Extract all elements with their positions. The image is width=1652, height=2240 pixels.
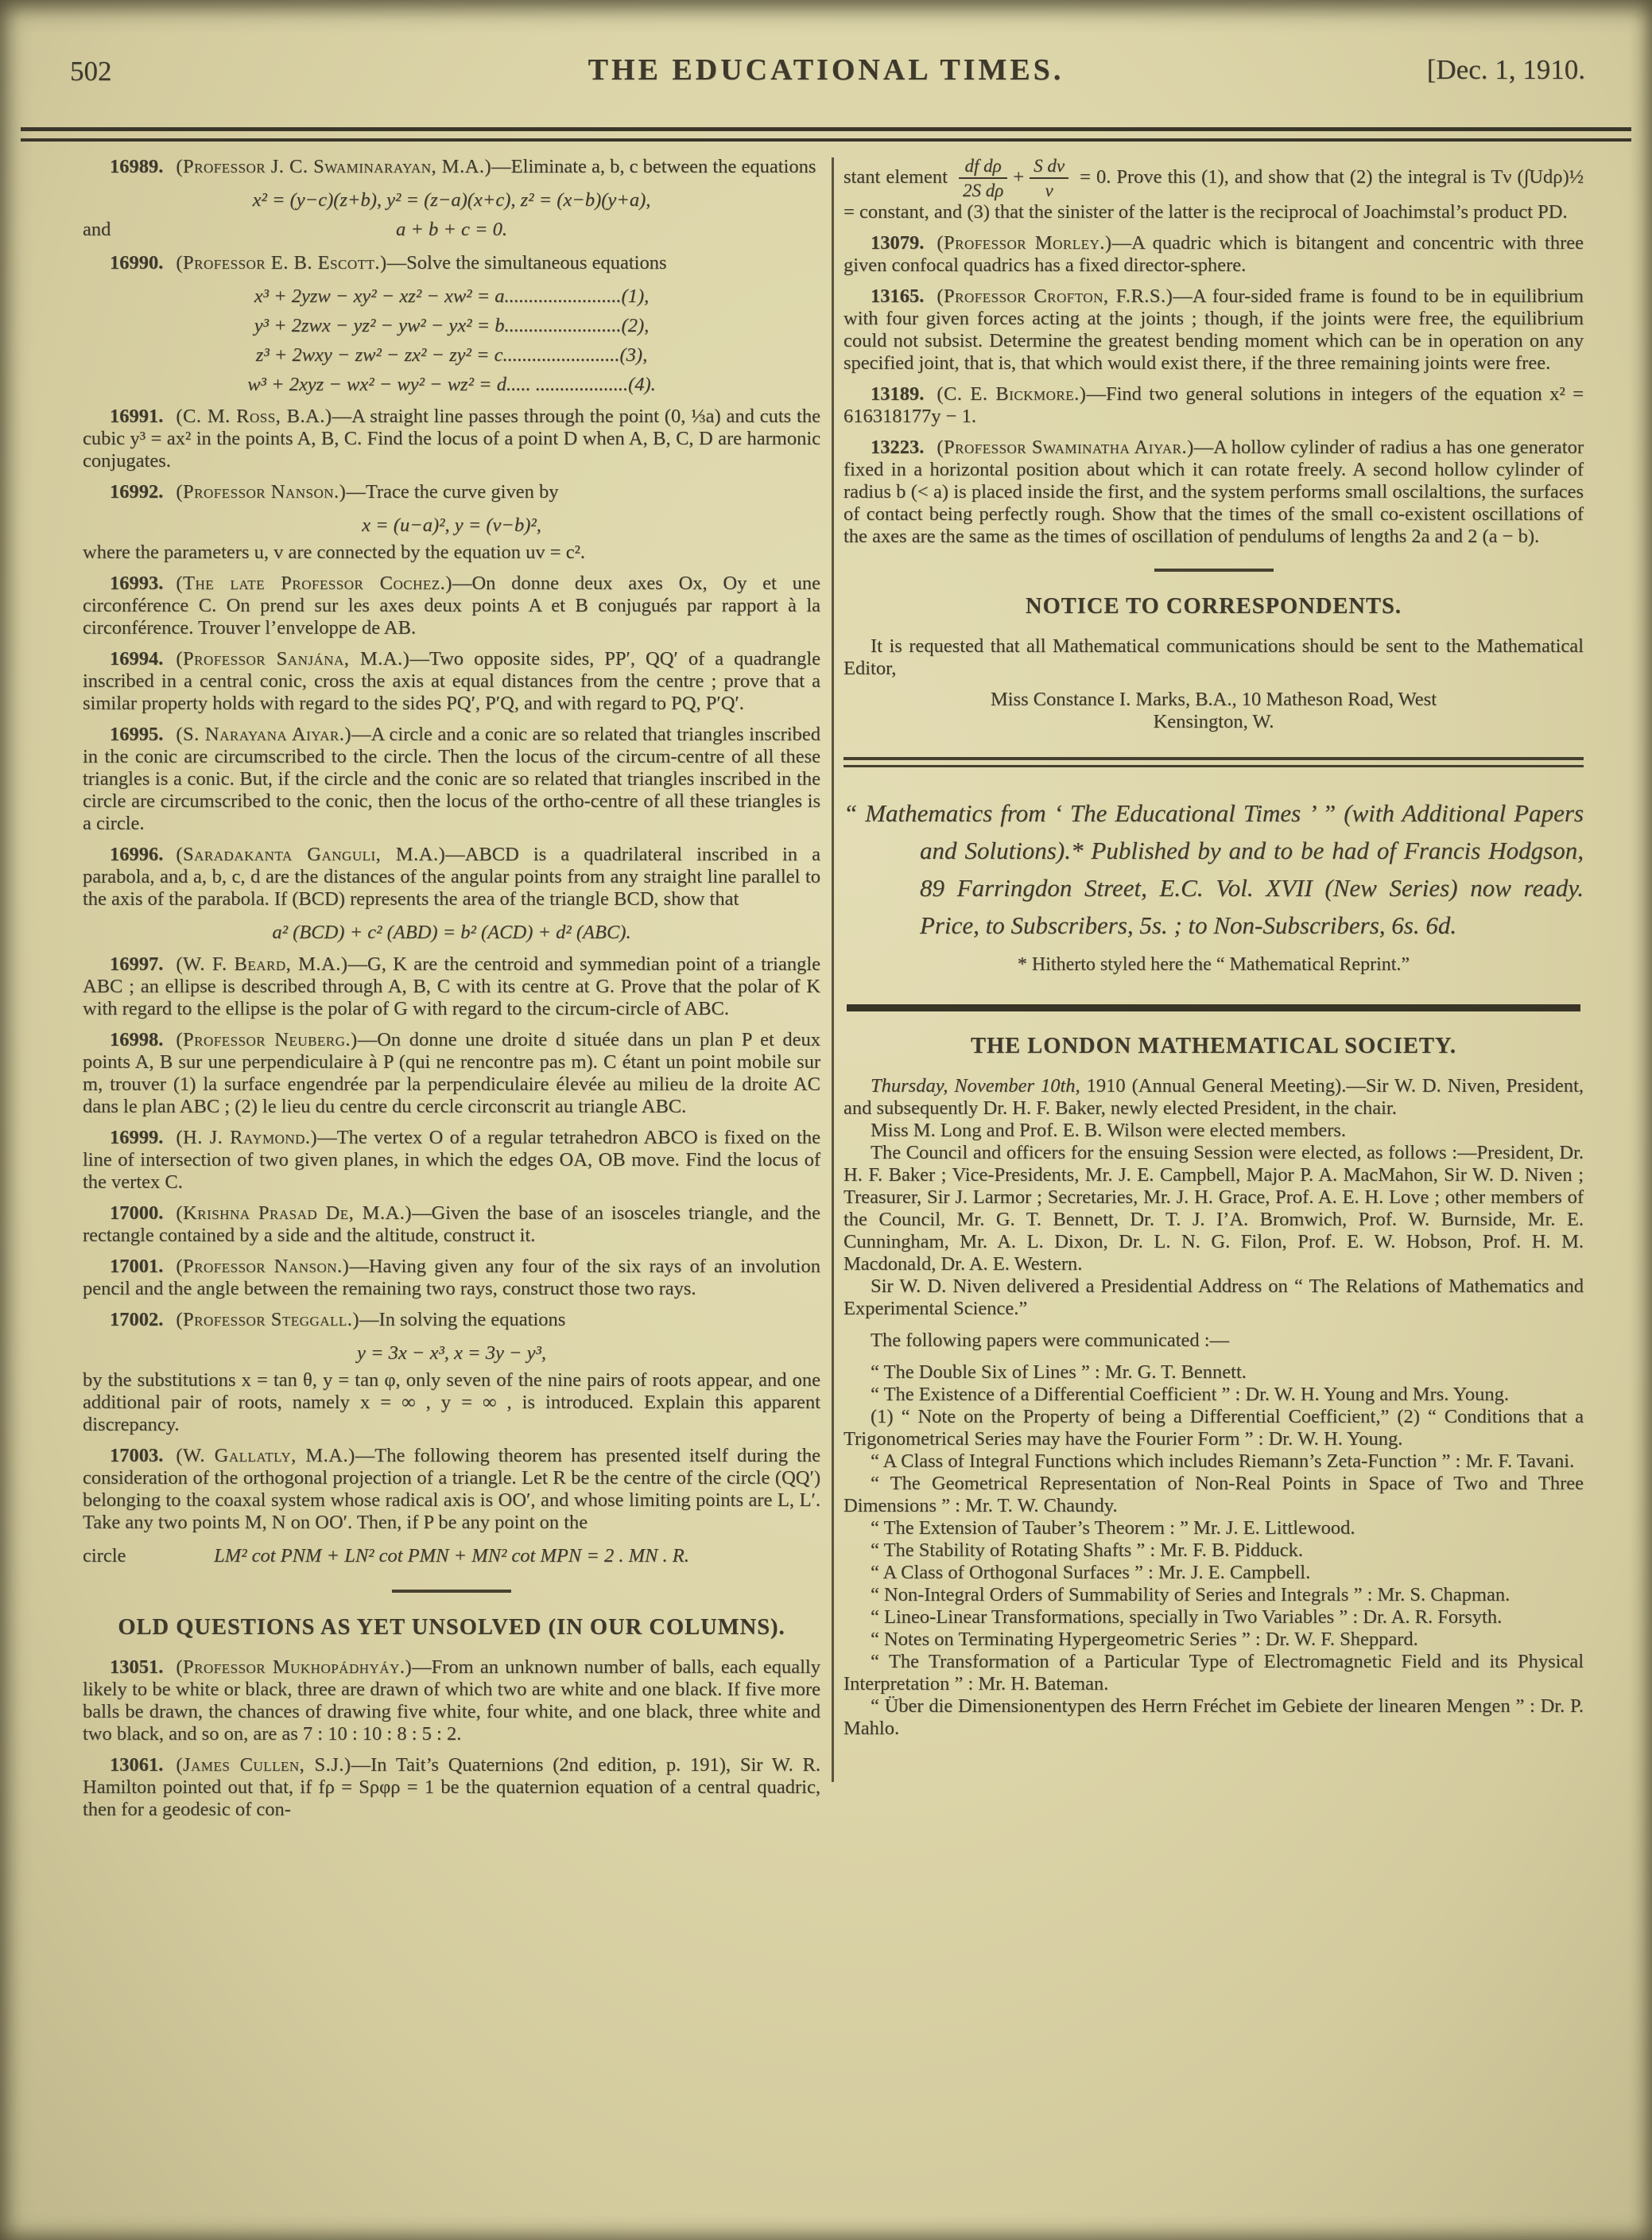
fraction-numerator: df dρ bbox=[959, 156, 1007, 179]
section-divider-rule bbox=[1154, 569, 1274, 572]
two-column-body bbox=[0, 142, 1652, 1830]
problem-text: —A quadric which is bitangent and concentric with three given confocal quadrics has a fixed director-sphere. bbox=[843, 231, 1584, 276]
lms-paper-item: “ The Geometrical Representation of Non-Real Points in Space of Two and Three Dimensions ” : Mr. T. W. Chaundy. bbox=[843, 1472, 1584, 1516]
problem-16992 bbox=[83, 481, 820, 503]
problem-author: (W. Gallatly, M.A.) bbox=[176, 1445, 355, 1466]
lms-paper-item: “ The Extension of Tauber’s Theorem : ” Mr. J. E. Littlewood. bbox=[871, 1516, 1355, 1539]
problem-text: —Given the base of an isosceles triangle, and the rectangle contained by a side and the altitude, construct it. bbox=[83, 1202, 820, 1246]
equation: x² = (y−c)(z+b), y² = (z−a)(x+c), z² = (x−b)(y+a), bbox=[252, 189, 651, 211]
problem-13051 bbox=[83, 1656, 820, 1745]
problem-number: 16997. bbox=[110, 953, 164, 975]
lms-paragraph-meeting bbox=[843, 1075, 1584, 1120]
problem-13223 bbox=[843, 437, 1584, 548]
equation-row bbox=[83, 216, 820, 243]
lms-paper-item: “ A Class of Integral Functions which includes Riemann’s Zeta-Function ” : Mr. F. Tavani. bbox=[871, 1450, 1575, 1472]
problem-number: 17000. bbox=[110, 1202, 164, 1224]
header-rule bbox=[21, 127, 1631, 142]
problem-16990 bbox=[83, 252, 820, 274]
equation-row bbox=[83, 1543, 820, 1569]
equation: x³ + 2yzw − xy² − xz² − xw² = a........................(1), bbox=[254, 285, 650, 307]
problem-text: —Eliminate a, b, c between the equations bbox=[491, 156, 816, 177]
equation-label: and bbox=[83, 219, 111, 240]
problem-number: 16994. bbox=[110, 648, 164, 670]
problem-16991 bbox=[83, 406, 820, 472]
problem-number: 13079. bbox=[871, 231, 925, 254]
problem-17002-continuation: by the substitutions x = tan θ, y = tan φ, only seven of the nine pairs of roots appear, and one additional pair of roots, namely x = ∞ , y = ∞ , is introduced. Explain this apparent discrepancy. bbox=[83, 1369, 820, 1435]
problem-author: (W. F. Beard, M.A.) bbox=[176, 953, 348, 975]
right-column bbox=[843, 156, 1584, 1830]
problem-text: —On donne une droite d située dans un plan P et deux points A, B sur une perpendiculaire à P (qui ne rencontre pas m). C étant un point mobile sur m, trouver (1) la surface engendrée par la perpendiculaire élevée au milieu de la droite AC dans le plan ABC ; (2) le lieu du centre du cercle circonscrit au triangle ABC. bbox=[83, 1029, 820, 1117]
problem-13189 bbox=[843, 383, 1584, 428]
problem-number: 13165. bbox=[871, 285, 925, 307]
page-number: 502 bbox=[70, 56, 112, 87]
problem-number: 16993. bbox=[110, 573, 164, 594]
problem-text: —Find two general solutions in integers of the equation x² = 616318177y − 1. bbox=[843, 382, 1584, 427]
problem-text: —Having given any four of the six rays of an involution pencil and the angle between the remaining two rays, construct those two rays. bbox=[83, 1256, 820, 1299]
problem-number: 16992. bbox=[110, 481, 164, 503]
equation: y³ + 2zwx − yz² − yw² − yx² = b........................(2), bbox=[254, 315, 650, 336]
problem-text: —A hollow cylinder of radius a has one generator fixed in a horizontal position about which it can rotate freely. A second hollow cylinder of radius b (< a) is placed inside the first, and the system performs small oscilaltions, the surfaces of contact being perfectly rough. Show that the times of the small co-existent oscillations of the axes are the same as the times of oscillation of pendulums of lengths 2a and 2 (a − b). bbox=[843, 436, 1584, 547]
problem-text: —G, K are the centroid and symmedian point of a triangle ABC ; an ellipse is described through A, B, C with its centre at G. Prove that the polar of K with regard to the ellipse is the polar of G with regard to the circum-circle of ABC. bbox=[83, 953, 821, 1019]
section-divider-rule bbox=[392, 1590, 511, 1593]
notice-heading: NOTICE TO CORRESPONDENTS. bbox=[1026, 593, 1402, 619]
fraction bbox=[959, 156, 1007, 201]
lms-paper-item: “ A Class of Orthogonal Surfaces ” : Mr. J. E. Campbell. bbox=[871, 1561, 1311, 1583]
problem-author: (Saradakanta Ganguli, M.A.) bbox=[176, 844, 446, 865]
problem-number: 17003. bbox=[110, 1445, 164, 1466]
lms-paper-item: “ The Existence of a Differential Coefficient ” : Dr. W. H. Young and Mrs. Young. bbox=[871, 1383, 1509, 1405]
problem-author: (Krishna Prasad De, M.A.) bbox=[176, 1202, 413, 1224]
lms-paragraph: Sir W. D. Niven delivered a Presidential Address on “ The Relations of Mathematics and Experimental Science.” bbox=[843, 1275, 1584, 1319]
problem-text: —In solving the equations bbox=[359, 1309, 566, 1330]
lms-paragraph: The Council and officers for the ensuing Session were elected, as follows :—President, Dr. H. F. Baker ; Vice-Presidents, Mr. J. E. Campbell, Major P. A. MacMahon, Sir W. D. Niven ; Treasurer, Sir J. Larmor ; Secretaries, Mr. J. H. Grace, Prof. A. E. H. Love ; other members of the Council, Mr. G. T. Bennett, Dr. T. J. I’A. Bromwich, Prof. W. Burnside, Mr. E. Cunningham, Mr. A. L. Dixon, Dr. L. N. G. Filon, Prof. E. W. Hobson, Prof. H. M. Macdonald, Dr. A. E. Western. bbox=[843, 1141, 1584, 1275]
problem-text: —A straight line passes through the point (0, ⅓a) and cuts the cubic y³ = ax² in the points A, B, C. Find the locus of a point D when A, B, C, D are harmonic conjugates. bbox=[83, 406, 820, 472]
problem-17000 bbox=[83, 1202, 820, 1247]
problem-text: —Trace the curve given by bbox=[346, 481, 559, 503]
problem-number: 17001. bbox=[110, 1256, 164, 1277]
problem-16998 bbox=[83, 1029, 820, 1118]
lms-paper-item: “ The Transformation of a Particular Type of Electromagnetic Field and its Physical Interpretation ” : Mr. H. Bateman. bbox=[843, 1650, 1584, 1695]
problem-text: —The vertex O of a regular tetrahedron ABCO is fixed on the line of intersection of two given planes, in which the edges OA, OB move. Find the locus of the vertex C. bbox=[83, 1127, 820, 1193]
lms-paper-item: “ The Double Six of Lines ” : Mr. G. T. Bennett. bbox=[871, 1361, 1247, 1383]
old-questions-heading: OLD QUESTIONS AS YET UNSOLVED (IN OUR COLUMNS). bbox=[118, 1615, 785, 1640]
continuation-text: stant element bbox=[843, 165, 953, 188]
equation: LM² cot PNM + LN² cot PMN + MN² cot MPN = 2 . MN . R. bbox=[214, 1545, 689, 1566]
problem-16993 bbox=[83, 573, 820, 639]
problem-number: 16999. bbox=[110, 1127, 164, 1148]
problem-author: (The late Professor Cochez.) bbox=[176, 573, 452, 594]
problem-author: (H. J. Raymond.) bbox=[176, 1127, 318, 1148]
problem-17002 bbox=[83, 1309, 820, 1331]
problem-number: 16989. bbox=[110, 156, 164, 177]
page-header bbox=[0, 0, 1652, 115]
problem-number: 13051. bbox=[110, 1656, 164, 1678]
lms-paper-item: “ Lineo-Linear Transformations, specially in Two Variables ” : Dr. A. R. Forsyth. bbox=[871, 1605, 1503, 1628]
problem-16999 bbox=[83, 1127, 820, 1194]
problem-author: (Professor Nanson.) bbox=[176, 481, 347, 503]
advertisement-footnote: * Hitherto styled here the “ Mathematical Reprint.” bbox=[1017, 953, 1410, 975]
problem-author: (Professor Neuberg.) bbox=[176, 1029, 358, 1050]
problem-number: 13061. bbox=[110, 1754, 164, 1776]
equation-label: circle bbox=[83, 1545, 126, 1566]
problem-author: (Professor Sanjána, M.A.) bbox=[176, 648, 410, 670]
lms-paper-item: “ Non-Integral Orders of Summability of Series and Integrals ” : Mr. S. Chapman. bbox=[871, 1583, 1510, 1605]
problem-number: 17002. bbox=[110, 1309, 164, 1330]
problem-author: (Professor Steggall.) bbox=[176, 1309, 360, 1330]
equation: a² (BCD) + c² (ABD) = b² (ACD) + d² (ABC). bbox=[272, 922, 631, 943]
problem-16989 bbox=[83, 156, 820, 178]
problem-text: —In Tait’s Quaternions (2nd edition, p. 191), Sir W. R. Hamilton pointed out that, if fρ = Sρφρ = 1 be the quaternion equation of a central quadric, then for a geodesic of con- bbox=[83, 1754, 821, 1820]
problem-author: (Professor Crofton, F.R.S.) bbox=[937, 285, 1173, 307]
equation: x = (u−a)², y = (v−b)², bbox=[362, 514, 541, 536]
fraction bbox=[1030, 156, 1068, 201]
problem-number: 16996. bbox=[110, 844, 164, 865]
problem-text: —Two opposite sides, PP′, QQ′ of a quadrangle inscribed in a central conic, cross the axis at equal distances from the centre ; prove that a similar property holds with regard to the sides PQ′, P′Q, and with regard to PQ, P′Q′. bbox=[83, 648, 820, 714]
lms-paragraph: The following papers were communicated :— bbox=[871, 1329, 1230, 1351]
problem-13061 bbox=[83, 1754, 820, 1821]
fraction-numerator: S dν bbox=[1030, 156, 1068, 179]
problem-number: 16991. bbox=[110, 406, 164, 427]
problem-text: —ABCD is a quadrilateral inscribed in a parabola, and a, b, c, d are the distances of the angular points from any straight line parallel to the axis of the parabola. If (BCD) represents the area of the triangle BCD, show that bbox=[83, 844, 820, 910]
journal-title: THE EDUCATIONAL TIMES. bbox=[588, 53, 1064, 87]
problem-author: (Professor Swaminatha Aiyar.) bbox=[937, 436, 1194, 458]
column-divider bbox=[832, 157, 834, 1782]
left-column bbox=[83, 156, 820, 1830]
problem-16994 bbox=[83, 648, 820, 715]
problem-number: 13223. bbox=[871, 436, 925, 458]
problem-author: (C. E. Bickmore.) bbox=[937, 382, 1087, 405]
notice-address-line1: Miss Constance I. Marks, B.A., 10 Matheson Road, West bbox=[990, 688, 1437, 710]
problem-13061-continuation bbox=[843, 156, 1584, 223]
society-top-rule bbox=[847, 1004, 1580, 1011]
meeting-date: Thursday, November 10th, bbox=[871, 1074, 1080, 1097]
equation: y = 3x − x³, x = 3y − y³, bbox=[357, 1342, 546, 1364]
problem-text: —A four-sided frame is found to be in equilibrium with four given forces acting at the joints ; though, if the joints were free, the equilibrium could not subsist. Determine the greatest bending moment which can be in operation on any specified joint, that is, that which would exist there, if the three remaining joints were free. bbox=[843, 285, 1584, 374]
fraction-denominator: 2S dρ bbox=[962, 181, 1004, 201]
problem-author: (Professor J. C. Swaminarayan, M.A.) bbox=[176, 156, 492, 177]
problem-text: —The following theorem has presented itself during the consideration of the orthogonal projection of a triangle. Let R be the centre of the circle (QQ′) belonging to the coaxal system whose radical axis is OO′, and whose limiting points are L, L′. Take any two points M, N on OO′. Then, if P be any point on the bbox=[83, 1445, 820, 1533]
lms-paper-item: “ Notes on Terminating Hypergeometric Series ” : Dr. W. F. Sheppard. bbox=[871, 1628, 1418, 1650]
lms-paper-item: “ The Stability of Rotating Shafts ” : Mr. F. B. Pidduck. bbox=[871, 1539, 1304, 1561]
lms-paragraph: Miss M. Long and Prof. E. B. Wilson were elected members. bbox=[871, 1119, 1347, 1141]
notice-body: It is requested that all Mathematical communications should be sent to the Mathematical Editor, bbox=[843, 635, 1584, 679]
equation: w³ + 2xyz − wx² − wy² − wz² = d..... ...................(4). bbox=[247, 374, 656, 395]
problem-number: 16995. bbox=[110, 724, 164, 745]
problem-author: (S. Narayana Aiyar.) bbox=[176, 724, 352, 745]
notice-bottom-rule bbox=[843, 757, 1584, 767]
publisher-advertisement: “ Mathematics from ‘ The Educational Times ’ ” (with Additional Papers and Solutions).* Published by and to be had of Francis Hodgson, 89 Farringdon Street, E.C. Vol. XVII (New Series) now ready. Price, to Subscribers, 5s. ; to Non-Subscribers, 6s. 6d. bbox=[843, 798, 1584, 939]
lms-paper-item: “ Über die Dimensionentypen des Herrn Fréchet im Gebiete der linearen Mengen ” : Dr. P. Mahlo. bbox=[843, 1695, 1584, 1739]
equation: z³ + 2wxy − zw² − zx² − zy² = c........................(3), bbox=[255, 344, 648, 366]
lms-heading: THE LONDON MATHEMATICAL SOCIETY. bbox=[970, 1033, 1457, 1058]
problem-16997 bbox=[83, 953, 820, 1020]
problem-author: (Professor Morley.) bbox=[937, 231, 1112, 254]
problem-16995 bbox=[83, 724, 820, 835]
problem-text: —A circle and a conic are so related that triangles inscribed in the conic are circumscribed to the circle. Then the locus of the circum-centre of all these triangles is a conic. But, if the circle and the conic are so related that triangles inscribed in the circle are circumscribed to the conic, then the locus of the ortho-centre of all these triangles is a circle. bbox=[83, 724, 820, 834]
problem-author: (C. M. Ross, B.A.) bbox=[176, 406, 332, 427]
continuation-text: = 0. Prove this (1), and show that (2) the integral is Tν (∫Udρ)½ = constant, and (3) that the sinister of the latter is the reciprocal of Joachimstal’s product PD. bbox=[843, 165, 1584, 223]
problem-author: (James Cullen, S.J.) bbox=[176, 1754, 351, 1776]
notice-address-line2: Kensington, W. bbox=[1153, 710, 1274, 732]
problem-13079 bbox=[843, 232, 1584, 277]
problem-text: —From an unknown number of balls, each equally likely to be white or black, three are drawn of which two are white and one black. If five more balls be drawn, the chances of drawing five white, four white, and one black, three white and two black, and so on, are as 7 : 10 : 10 : 8 : 5 : 2. bbox=[83, 1656, 820, 1745]
problem-16996 bbox=[83, 844, 820, 910]
issue-date: [Dec. 1, 1910. bbox=[1426, 54, 1585, 85]
problem-author: (Professor Nanson.) bbox=[176, 1256, 350, 1277]
lms-paper-item: (1) “ Note on the Property of being a Differential Coefficient,” (2) “ Conditions that a Trigonometrical Series may have the Fourier Form ” : Dr. W. H. Young. bbox=[843, 1405, 1584, 1450]
problem-number: 16990. bbox=[110, 252, 164, 274]
problem-13165 bbox=[843, 285, 1584, 375]
problem-16992-continuation: where the parameters u, v are connected by the equation uv = c². bbox=[83, 542, 586, 563]
meeting-text: 1910 (Annual General Meeting).—Sir W. D. Niven, President, and subsequently Dr. H. F. Baker, newly elected President, in the chair. bbox=[843, 1074, 1584, 1119]
problem-text: —On donne deux axes Ox, Oy et une circonférence C. On prend sur les axes deux points A et B conjugués par rapport à la circonférence. Trouver l’enveloppe de AB. bbox=[83, 573, 820, 639]
problem-author: (Professor Mukhopádhyáy.) bbox=[176, 1656, 413, 1678]
equation: a + b + c = 0. bbox=[395, 219, 508, 240]
problem-17003 bbox=[83, 1445, 820, 1534]
problem-number: 16998. bbox=[110, 1029, 164, 1050]
problem-17001 bbox=[83, 1256, 820, 1300]
operator: + bbox=[1013, 165, 1025, 188]
problem-author: (Professor E. B. Escott.) bbox=[176, 252, 387, 274]
fraction-denominator: ν bbox=[1045, 181, 1053, 201]
problem-number: 13189. bbox=[871, 382, 925, 405]
problem-text: —Solve the simultaneous equations bbox=[386, 252, 667, 274]
